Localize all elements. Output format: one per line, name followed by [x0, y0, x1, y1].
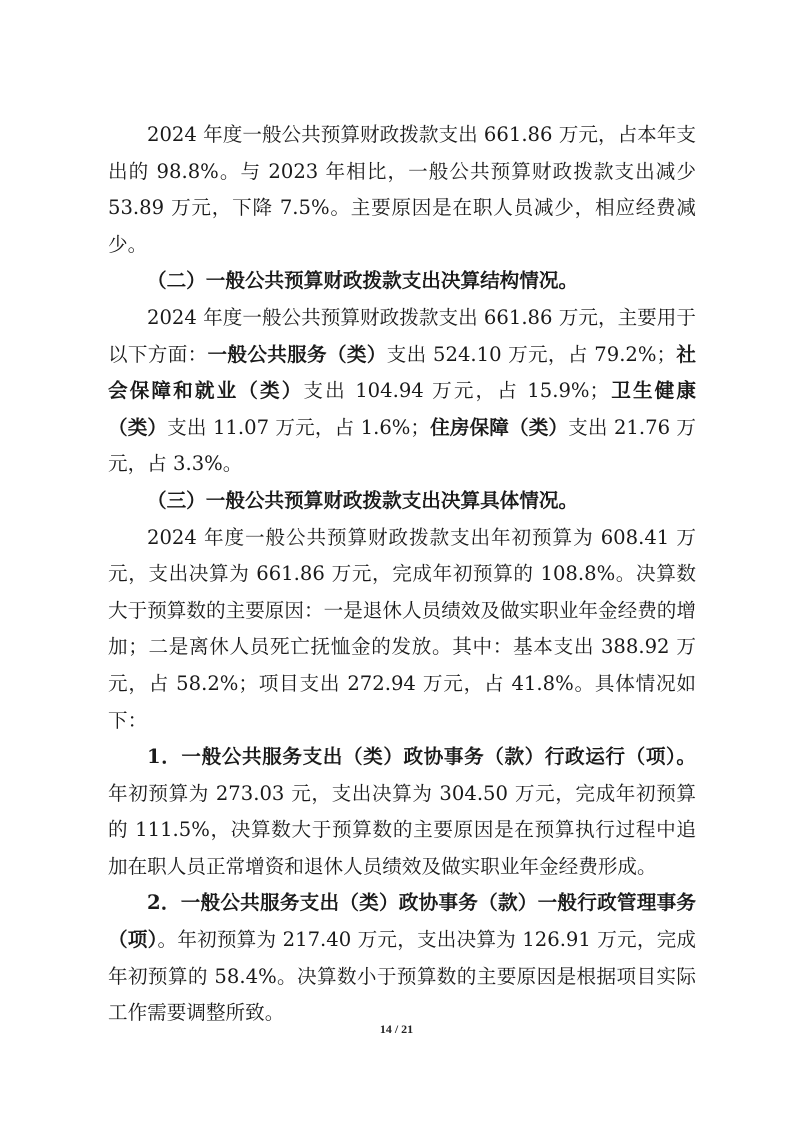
item-administrative-operation-title: 1．一般公共服务支出（类）政协事务（款）行政运行（项）。 — [147, 745, 696, 769]
item-administrative-operation — [108, 739, 696, 885]
category-social-security-amount: 支出 104.94 万元，占 15.9%； — [303, 379, 610, 403]
category-social-security: 社会保障和就业（类） — [108, 342, 697, 403]
document-body — [108, 117, 696, 1032]
category-health: 卫生健康（类） — [108, 379, 696, 439]
page-number: 14 / 21 — [379, 1022, 414, 1036]
paragraph-expenditure-details: 2024 年度一般公共预算财政拨款支出年初预算为 608.41 万元，支出决算为 661.86 万元，完成年初预算的 108.8%。决算数大于预算数的主要原因：一是退休人员绩效及做实职业年金经费的增加；二是离休人员死亡抚恤金的发放。其中：基本支出 388.92 万元，占 58.2%；项目支出 272.94 万元，占 41.8%。具体情况如下： — [108, 525, 696, 732]
category-general-public-services: 一般公共服务（类） — [207, 342, 387, 366]
category-health-amount: 支出 11.07 万元，占 1.6%； — [167, 415, 430, 439]
item-administrative-operation-body: 年初预算为 273.03 元，支出决算为 304.50 万元，完成年初预算的 111.5%，决算数大于预算数的主要原因是在预算执行过程中追加在职人员正常增资和退休人员绩效及做实职业年金经费形成。 — [108, 781, 696, 878]
item-general-administration-title: 2．一般公共服务支出（类）政协事务（款）一般行政管理事务（项） — [108, 891, 696, 952]
category-general-public-services-amount: 支出 524.10 万元，占 79.2%； — [386, 342, 677, 366]
item-general-administration-body: 。年初预算为 217.40 万元，支出决算为 126.91 万元，完成年初预算的 58.4%。决算数小于预算数的主要原因是根据项目实际工作需要调整所致。 — [108, 928, 696, 1025]
section-heading-details: （三）一般公共预算财政拨款支出决算具体情况。 — [147, 488, 579, 512]
paragraph-expenditure-summary: 2024 年度一般公共预算财政拨款支出 661.86 万元，占本年支出的 98.8%。与 2023 年相比，一般公共预算财政拨款支出减少 53.89 万元，下降 7.5%。主要原因是在职人员减少，相应经费减少。 — [108, 123, 696, 256]
paragraph-expenditure-structure — [108, 300, 696, 483]
item-general-administration — [108, 885, 696, 1031]
category-housing-amount: 支出 21.76 万元，占 3.3%。 — [108, 415, 696, 476]
structure-intro-text: 2024 年度一般公共预算财政拨款支出 661.86 万元，主要用于以下方面： — [108, 305, 696, 366]
section-heading-structure: （二）一般公共预算财政拨款支出决算结构情况。 — [147, 269, 579, 293]
category-housing: 住房保障（类） — [430, 415, 569, 439]
